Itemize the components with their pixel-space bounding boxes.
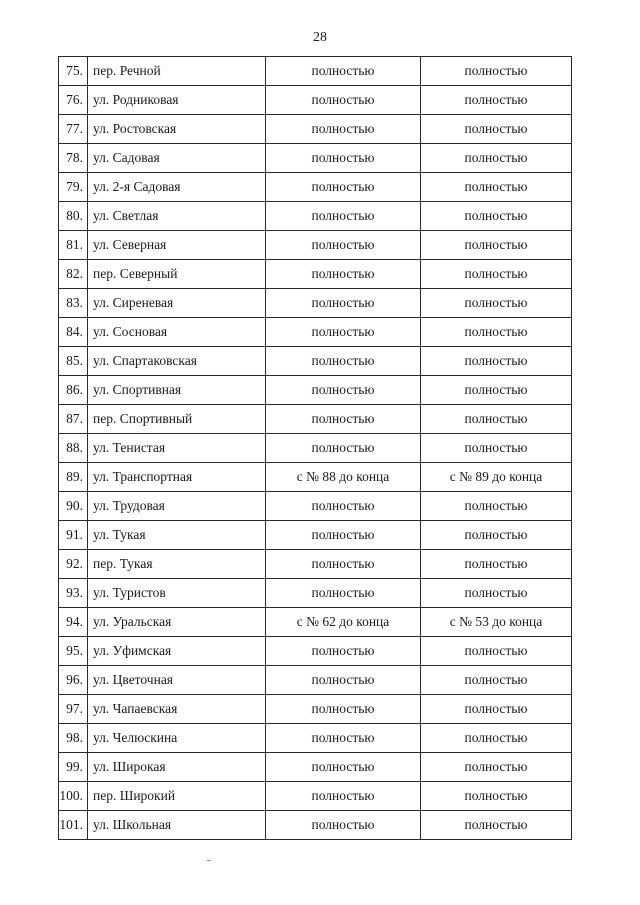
row-number: 89. [59, 463, 88, 492]
row-number: 81. [59, 231, 88, 260]
even-side-range: полностью [421, 695, 572, 724]
even-side-range: полностью [421, 173, 572, 202]
even-side-range: полностью [421, 811, 572, 840]
street-name: ул. Садовая [88, 144, 266, 173]
streets-table-body [59, 57, 572, 840]
street-name: ул. Сиреневая [88, 289, 266, 318]
table-row [59, 637, 572, 666]
even-side-range: полностью [421, 666, 572, 695]
row-number: 80. [59, 202, 88, 231]
table-row [59, 463, 572, 492]
odd-side-range: полностью [266, 579, 421, 608]
row-number: 90. [59, 492, 88, 521]
odd-side-range: с № 62 до конца [266, 608, 421, 637]
odd-side-range: полностью [266, 347, 421, 376]
table-row [59, 521, 572, 550]
street-name: ул. Ростовская [88, 115, 266, 144]
row-number: 100. [59, 782, 88, 811]
even-side-range: полностью [421, 434, 572, 463]
odd-side-range: полностью [266, 637, 421, 666]
street-name: пер. Спортивный [88, 405, 266, 434]
even-side-range: полностью [421, 260, 572, 289]
odd-side-range: полностью [266, 376, 421, 405]
table-row [59, 115, 572, 144]
table-row [59, 289, 572, 318]
row-number: 82. [59, 260, 88, 289]
table-row [59, 144, 572, 173]
street-name: ул. Цветочная [88, 666, 266, 695]
street-name: ул. Сосновая [88, 318, 266, 347]
even-side-range: с № 89 до конца [421, 463, 572, 492]
row-number: 88. [59, 434, 88, 463]
table-row [59, 724, 572, 753]
street-name: ул. Спортивная [88, 376, 266, 405]
street-name: ул. Челюскина [88, 724, 266, 753]
even-side-range: полностью [421, 550, 572, 579]
table-row [59, 202, 572, 231]
street-name: ул. Уфимская [88, 637, 266, 666]
row-number: 98. [59, 724, 88, 753]
odd-side-range: полностью [266, 231, 421, 260]
even-side-range: полностью [421, 376, 572, 405]
row-number: 95. [59, 637, 88, 666]
even-side-range: полностью [421, 347, 572, 376]
even-side-range: полностью [421, 86, 572, 115]
odd-side-range: полностью [266, 173, 421, 202]
odd-side-range: полностью [266, 86, 421, 115]
row-number: 94. [59, 608, 88, 637]
even-side-range: полностью [421, 405, 572, 434]
street-name: ул. Туристов [88, 579, 266, 608]
table-row [59, 318, 572, 347]
odd-side-range: полностью [266, 115, 421, 144]
odd-side-range: полностью [266, 144, 421, 173]
table-row [59, 347, 572, 376]
street-name: ул. Светлая [88, 202, 266, 231]
row-number: 76. [59, 86, 88, 115]
odd-side-range: полностью [266, 318, 421, 347]
odd-side-range: полностью [266, 695, 421, 724]
even-side-range: полностью [421, 753, 572, 782]
odd-side-range: полностью [266, 724, 421, 753]
table-row [59, 579, 572, 608]
street-name: ул. Северная [88, 231, 266, 260]
row-number: 92. [59, 550, 88, 579]
street-name: ул. Родниковая [88, 86, 266, 115]
table-row [59, 260, 572, 289]
even-side-range: полностью [421, 492, 572, 521]
odd-side-range: полностью [266, 521, 421, 550]
street-name: ул. Уральская [88, 608, 266, 637]
street-name: ул. Трудовая [88, 492, 266, 521]
even-side-range: полностью [421, 724, 572, 753]
row-number: 93. [59, 579, 88, 608]
odd-side-range: полностью [266, 202, 421, 231]
table-row [59, 695, 572, 724]
even-side-range: с № 53 до конца [421, 608, 572, 637]
street-name: пер. Широкий [88, 782, 266, 811]
even-side-range: полностью [421, 202, 572, 231]
row-number: 96. [59, 666, 88, 695]
street-name: пер. Тукая [88, 550, 266, 579]
row-number: 91. [59, 521, 88, 550]
street-name: ул. Транспортная [88, 463, 266, 492]
odd-side-range: полностью [266, 57, 421, 86]
street-name: пер. Речной [88, 57, 266, 86]
row-number: 87. [59, 405, 88, 434]
row-number: 77. [59, 115, 88, 144]
row-number: 101. [59, 811, 88, 840]
street-name: ул. Школьная [88, 811, 266, 840]
table-row [59, 434, 572, 463]
odd-side-range: полностью [266, 753, 421, 782]
row-number: 99. [59, 753, 88, 782]
row-number: 79. [59, 173, 88, 202]
table-row [59, 753, 572, 782]
odd-side-range: полностью [266, 666, 421, 695]
table-row [59, 782, 572, 811]
odd-side-range: полностью [266, 434, 421, 463]
even-side-range: полностью [421, 289, 572, 318]
even-side-range: полностью [421, 57, 572, 86]
even-side-range: полностью [421, 115, 572, 144]
odd-side-range: с № 88 до конца [266, 463, 421, 492]
table-row [59, 550, 572, 579]
table-row [59, 666, 572, 695]
odd-side-range: полностью [266, 405, 421, 434]
row-number: 84. [59, 318, 88, 347]
table-row [59, 173, 572, 202]
table-row [59, 86, 572, 115]
table-row [59, 608, 572, 637]
odd-side-range: полностью [266, 289, 421, 318]
street-name: ул. Широкая [88, 753, 266, 782]
even-side-range: полностью [421, 521, 572, 550]
scan-speck [207, 860, 211, 861]
table-row [59, 811, 572, 840]
row-number: 97. [59, 695, 88, 724]
table-row [59, 57, 572, 86]
streets-table [58, 56, 572, 840]
table-row [59, 231, 572, 260]
row-number: 86. [59, 376, 88, 405]
street-name: ул. 2-я Садовая [88, 173, 266, 202]
table-row [59, 376, 572, 405]
even-side-range: полностью [421, 231, 572, 260]
even-side-range: полностью [421, 318, 572, 347]
odd-side-range: полностью [266, 811, 421, 840]
even-side-range: полностью [421, 782, 572, 811]
odd-side-range: полностью [266, 782, 421, 811]
even-side-range: полностью [421, 579, 572, 608]
page-number: 28 [313, 30, 327, 45]
street-name: пер. Северный [88, 260, 266, 289]
row-number: 85. [59, 347, 88, 376]
odd-side-range: полностью [266, 492, 421, 521]
odd-side-range: полностью [266, 260, 421, 289]
odd-side-range: полностью [266, 550, 421, 579]
street-name: ул. Тенистая [88, 434, 266, 463]
street-name: ул. Спартаковская [88, 347, 266, 376]
even-side-range: полностью [421, 144, 572, 173]
table-row [59, 405, 572, 434]
street-name: ул. Тукая [88, 521, 266, 550]
row-number: 75. [59, 57, 88, 86]
even-side-range: полностью [421, 637, 572, 666]
row-number: 78. [59, 144, 88, 173]
table-row [59, 492, 572, 521]
street-name: ул. Чапаевская [88, 695, 266, 724]
row-number: 83. [59, 289, 88, 318]
